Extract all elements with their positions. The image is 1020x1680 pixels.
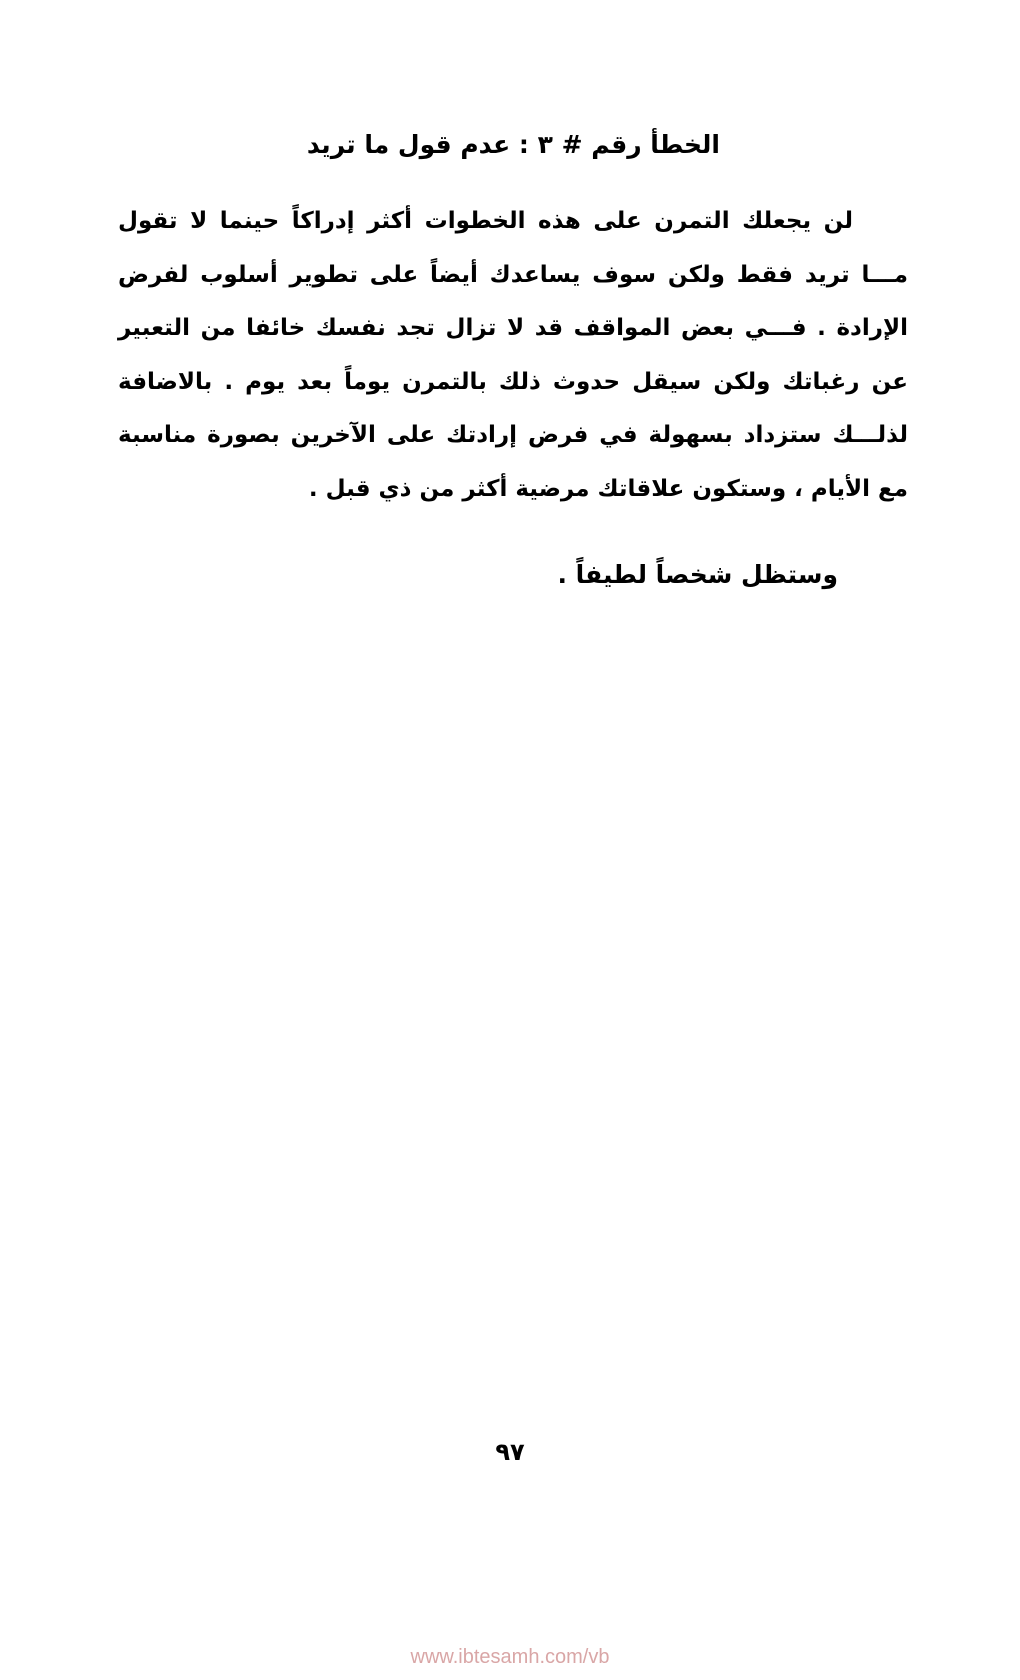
body-paragraph — [118, 195, 908, 516]
closing-line: وستظل شخصاً لطيفاً . — [557, 560, 838, 589]
paragraph-line: لذلـــك ستزداد بسهولة في فرض إرادتك على الآخرين بصورة مناسبة — [118, 422, 908, 448]
paragraph-line: مع الأيام ، وستكون علاقاتك مرضية أكثر من ذي قبل . — [308, 475, 908, 502]
page-number: ٩٧ — [495, 1438, 525, 1466]
paragraph-line: لن يجعلك التمرن على هذه الخطوات أكثر إدراكاً حينما لا تقول — [118, 208, 853, 234]
paragraph-line: الإرادة . فـــي بعض المواقف قد لا تزال تجد نفسك خائفا من التعبير — [118, 315, 908, 341]
paragraph-line: عن رغباتك ولكن سيقل حدوث ذلك بالتمرن يوماً بعد يوم . بالاضافة — [118, 368, 908, 395]
section-heading: الخطأ رقم # ٣ : عدم قول ما تريد — [306, 130, 720, 159]
paragraph-line: مـــا تريد فقط ولكن سوف يساعدك أيضاً على تطوير أسلوب لفرض — [118, 261, 908, 288]
watermark-link: www.ibtesamh.com/vb — [410, 1646, 610, 1668]
